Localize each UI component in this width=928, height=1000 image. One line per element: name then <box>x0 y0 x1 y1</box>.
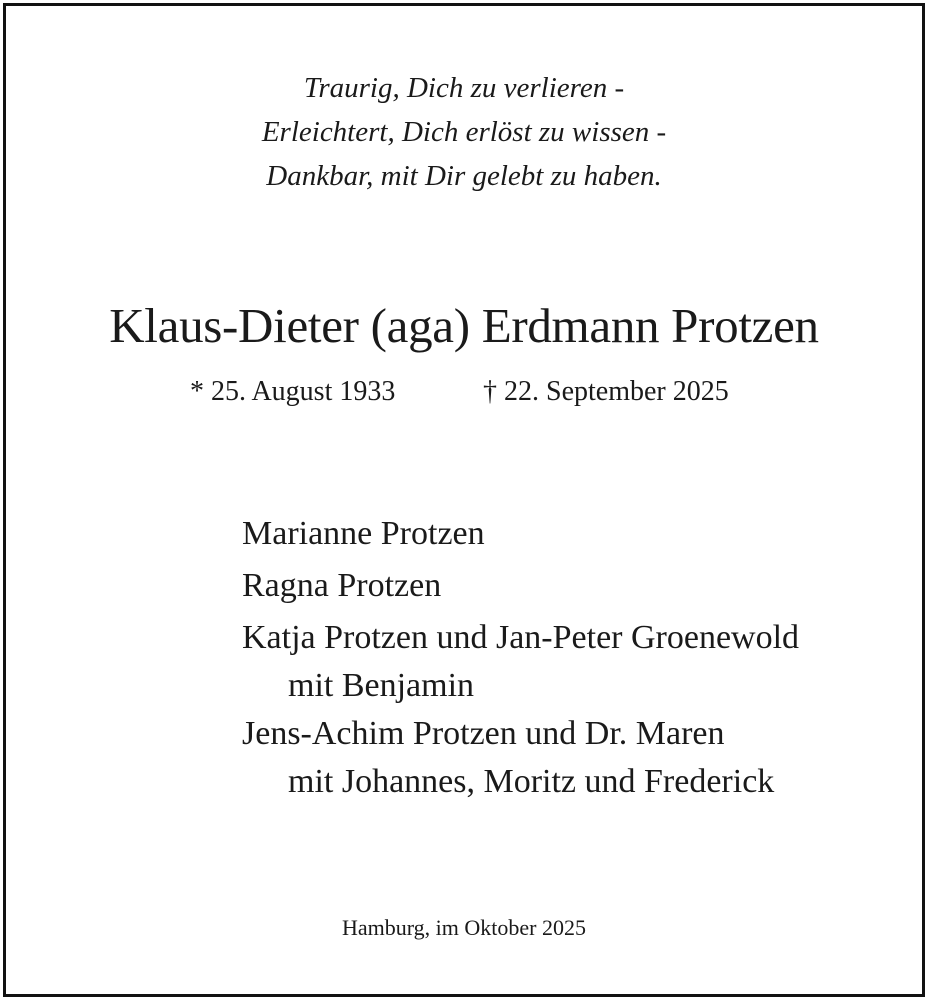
family-list <box>242 510 799 806</box>
family-member-3-children: mit Benjamin <box>288 667 475 704</box>
place-and-date: Hamburg, im Oktober 2025 <box>341 915 586 940</box>
family-member-3: Katja Protzen und Jan-Peter Groenewold <box>242 619 800 656</box>
deceased-name: Klaus-Dieter (aga) Erdmann Protzen <box>109 298 819 353</box>
birth-date: * 25. August 1933 <box>190 376 396 407</box>
family-member-2: Ragna Protzen <box>242 567 442 604</box>
poem-line-3: Dankbar, mit Dir gelebt zu haben. <box>266 160 662 192</box>
family-member-4: Jens-Achim Protzen und Dr. Maren <box>242 715 725 752</box>
family-member-4-children: mit Johannes, Moritz und Frederick <box>288 763 775 800</box>
family-member-1: Marianne Protzen <box>242 515 485 552</box>
poem-line-1: Traurig, Dich zu verlieren - <box>303 72 625 104</box>
poem <box>0 66 928 198</box>
death-date: † 22. September 2025 <box>483 376 729 407</box>
poem-line-2: Erleichtert, Dich erlöst zu wissen - <box>261 116 667 148</box>
